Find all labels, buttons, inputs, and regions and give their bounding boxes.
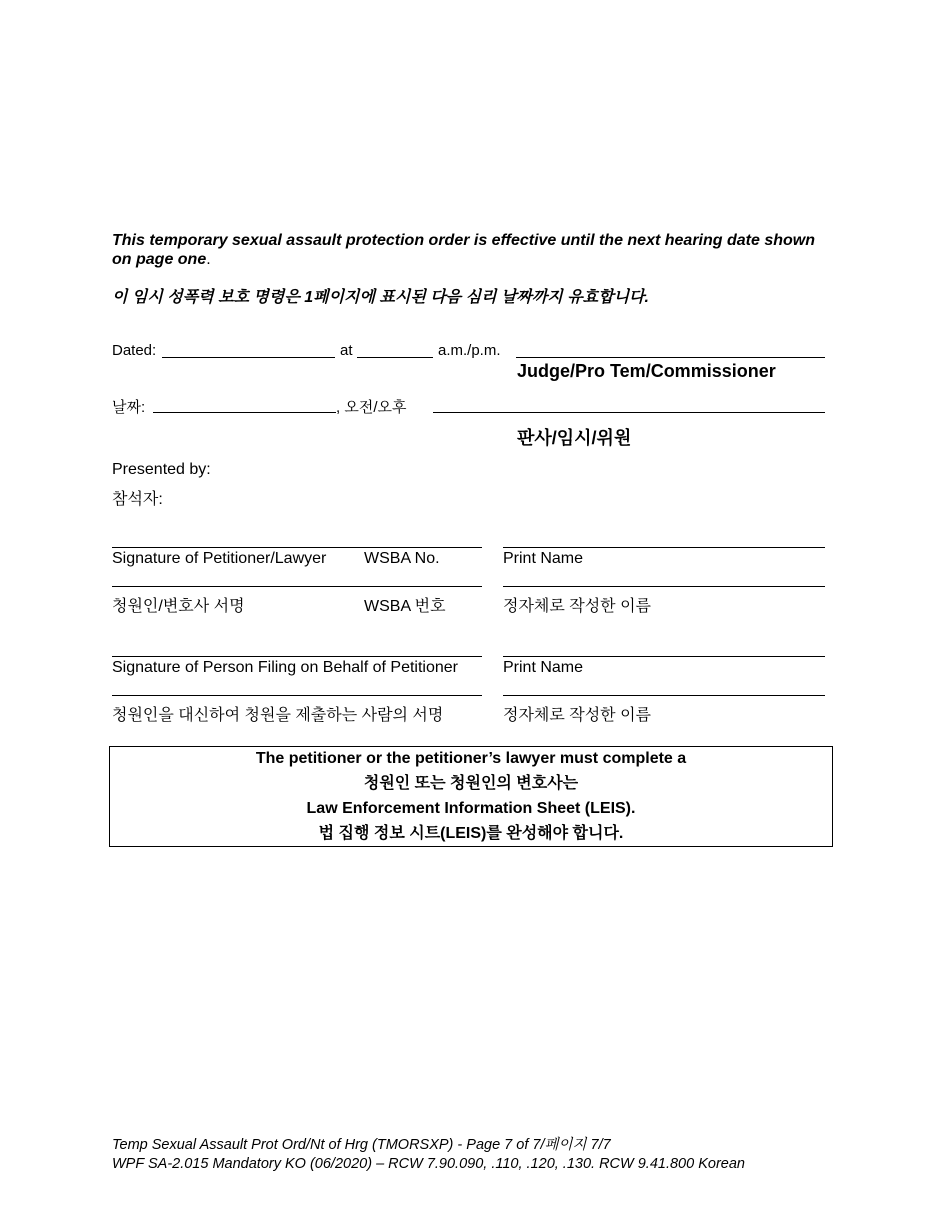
judge-signature-line-korean[interactable] [433,412,825,413]
petitioner-signature-line-korean[interactable] [112,586,482,587]
leis-notice-line-4: 법 집행 정보 시트(LEIS)를 완성해야 합니다. [318,825,624,842]
effective-notice-period: . [206,251,211,268]
leis-notice-box [109,746,833,847]
print-name-label: Print Name [503,550,584,567]
judge-label-korean: 판사/임시/위원 [517,428,632,448]
date-field-line[interactable] [162,357,335,358]
filer-signature-line-korean[interactable] [112,695,482,696]
effective-notice-text: This temporary sexual assault protection order is effective until the next hearing date shown on page one [112,232,815,268]
leis-notice-line-1: The petitioner or the petitioner’s lawyer must complete a [255,750,687,767]
ampm-label: a.m./p.m. [438,342,501,359]
filer-print-name-line[interactable] [503,656,825,657]
filer-signature-label: Signature of Person Filing on Behalf of Petitioner [112,659,458,676]
at-label: at [340,342,353,359]
effective-notice [112,231,832,269]
judge-label: Judge/Pro Tem/Commissioner [517,361,776,381]
petitioner-signature-label-korean: 청원인/변호사 서명 [112,598,245,615]
petitioner-signature-label: Signature of Petitioner/Lawyer [112,550,327,567]
effective-notice-korean: 이 임시 성폭력 보호 명령은 1페이지에 표시된 다음 심리 날짜까지 유효합니다. [112,289,649,306]
wsba-label-korean: WSBA 번호 [364,598,446,615]
filer-signature-label-korean: 청원인을 대신하여 청원을 제출하는 사람의 서명 [112,707,444,724]
judge-signature-line[interactable] [516,357,825,358]
dated-label: Dated: [112,342,157,359]
print-name-label-korean: 정자체로 작성한 이름 [503,598,651,615]
print-name-line-korean[interactable] [503,586,825,587]
filer-signature-line[interactable] [112,656,482,657]
time-field-line[interactable] [357,357,433,358]
filer-print-name-label: Print Name [503,659,584,676]
wsba-label: WSBA No. [364,550,440,567]
date-field-line-korean[interactable] [153,412,336,413]
filer-print-name-label-korean: 정자체로 작성한 이름 [503,707,651,724]
presented-by-label-korean: 참석자: [112,491,163,508]
presented-by-label: Presented by: [112,461,211,478]
leis-notice-line-2: 청원인 또는 청원인의 변호사는 [363,775,579,792]
ampm-label-korean: , 오전/오후 [336,399,407,416]
petitioner-signature-line[interactable] [112,547,482,548]
filer-print-name-line-korean[interactable] [503,695,825,696]
leis-notice-line-3: Law Enforcement Information Sheet (LEIS). [306,800,636,817]
dated-label-korean: 날짜: [112,399,146,416]
print-name-line[interactable] [503,547,825,548]
footer-page-info: Temp Sexual Assault Prot Ord/Nt of Hrg (TMORSXP) - Page 7 of 7/페이지 7/7 [112,1137,611,1153]
footer-form-info: WPF SA-2.015 Mandatory KO (06/2020) – RCW 7.90.090, .110, .120, .130. RCW 9.41.800 Korean [112,1156,745,1172]
